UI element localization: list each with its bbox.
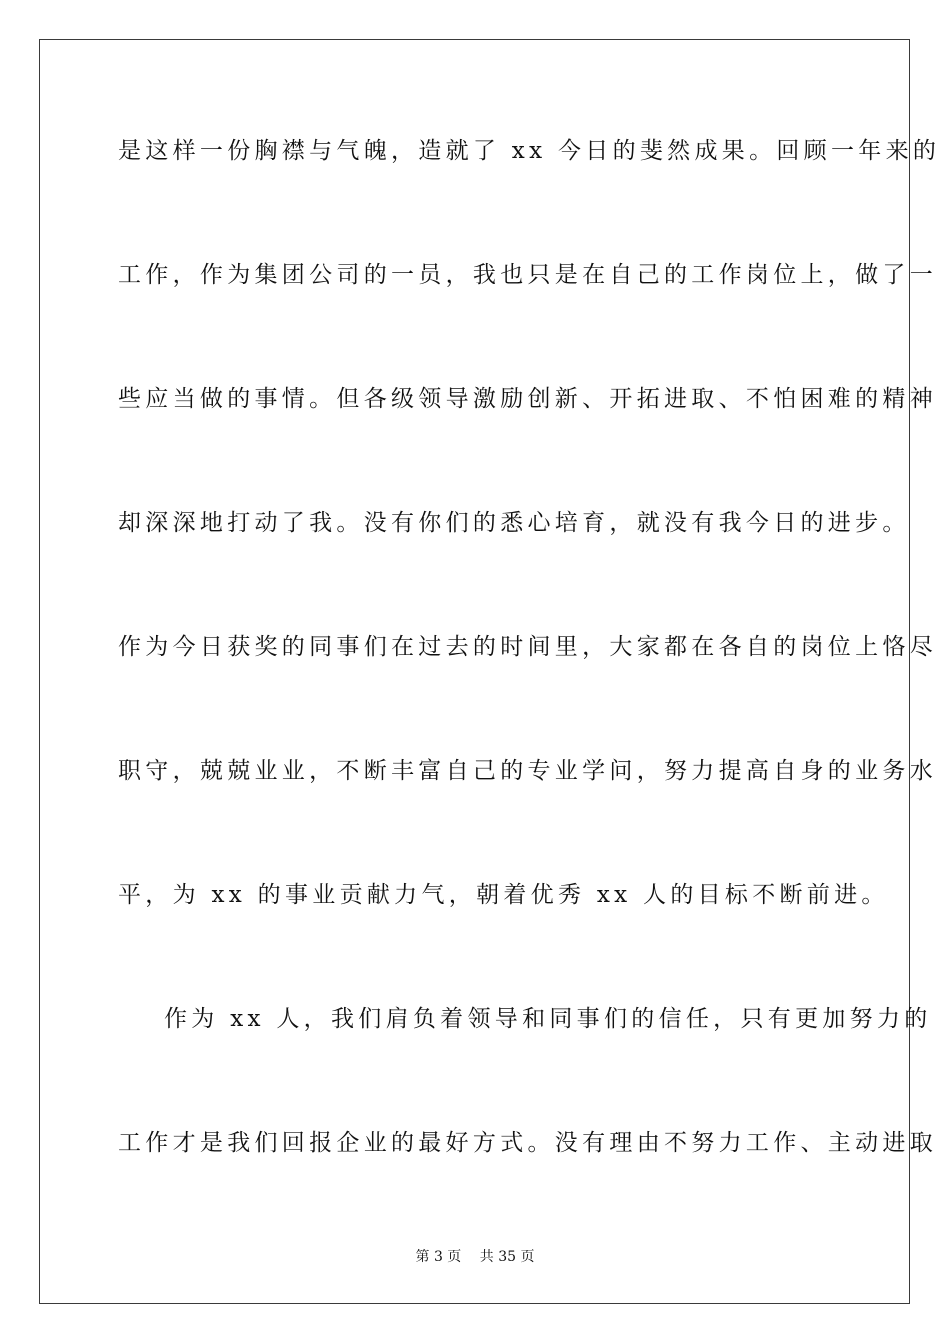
page-total: 共 35 页	[479, 1249, 535, 1265]
paragraph-first-line: 作为 xx 人，我们肩负着领导和同事们的信任，只有更加努力的	[164, 1006, 932, 1032]
text-line: 些应当做的事情。但各级领导激励创新、开拓进取、不怕困难的精神	[118, 386, 937, 412]
text-line: 工作才是我们回报企业的最好方式。没有理由不努力工作、主动进取	[118, 1130, 937, 1156]
text-line: 职守，兢兢业业，不断丰富自己的专业学问，努力提高自身的业务水	[118, 758, 937, 784]
text-line: 平，为 xx 的事业贡献力气，朝着优秀 xx 人的目标不断前进。	[118, 882, 889, 908]
page-footer	[0, 1248, 950, 1266]
text-line: 工作，作为集团公司的一员，我也只是在自己的工作岗位上，做了一	[118, 262, 937, 288]
text-line: 是这样一份胸襟与气魄，造就了 xx 今日的斐然成果。回顾一年来的	[118, 138, 941, 164]
text-line: 作为今日获奖的同事们在过去的时间里，大家都在各自的岗位上恪尽	[118, 634, 937, 660]
document-body	[118, 128, 941, 1244]
page-number: 第 3 页	[415, 1249, 462, 1265]
text-line: 却深深地打动了我。没有你们的悉心培育，就没有我今日的进步。	[118, 510, 910, 536]
